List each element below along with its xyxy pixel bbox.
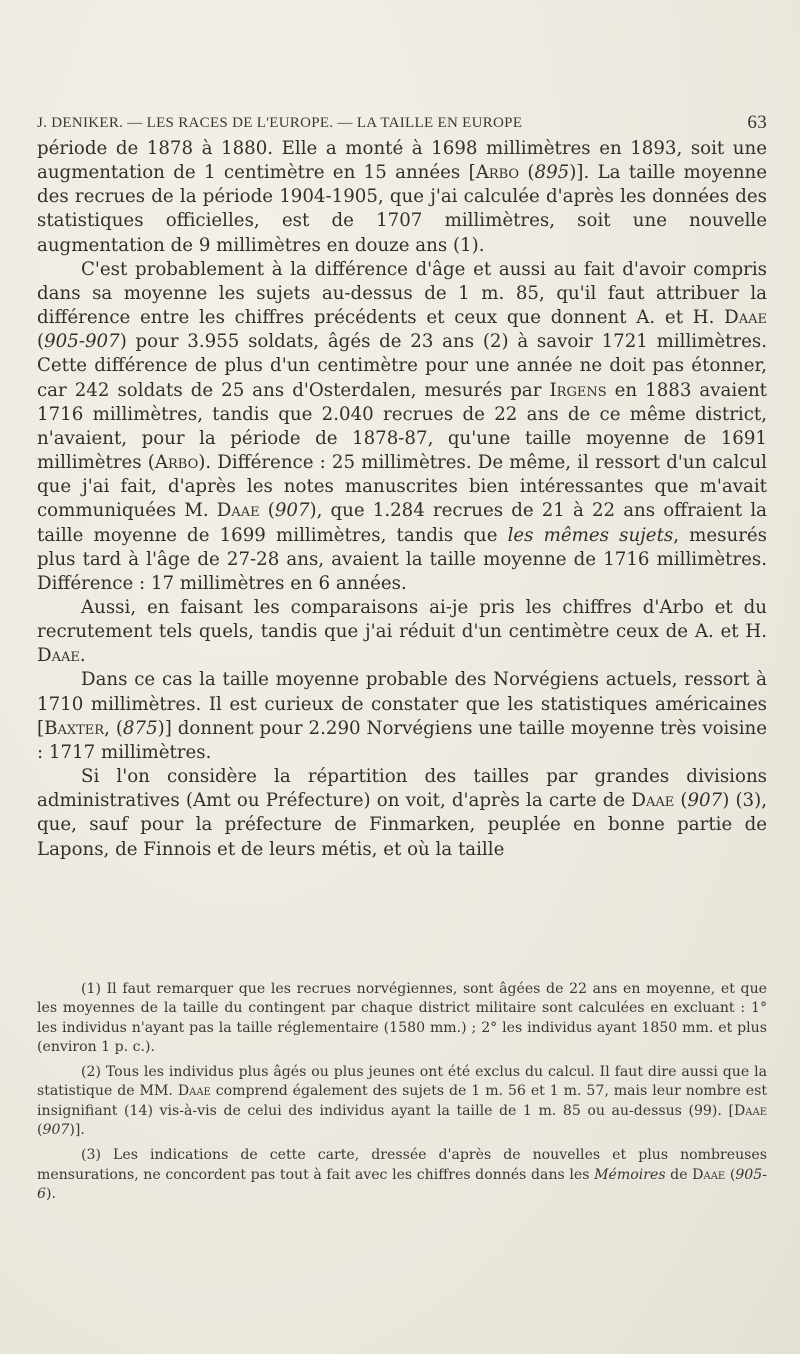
paragraph-1 bbox=[37, 137, 767, 258]
footnote-segment: (3) Les indications de cette carte, dressée d'après de nouvelles et plus nombreuses mensurations, ne concordent pas tout à fait avec les chiffres donnés dans les bbox=[37, 1147, 767, 1183]
paragraph-segment: Arbo bbox=[154, 452, 199, 474]
footnote-segment: de bbox=[665, 1166, 693, 1183]
footnote-segment: ( bbox=[37, 1122, 43, 1139]
paragraph-segment: 895 bbox=[534, 162, 570, 184]
paragraph-segment: 907 bbox=[274, 500, 310, 522]
paragraph-5 bbox=[37, 765, 767, 862]
footnotes bbox=[37, 980, 767, 1210]
paragraph-segment: , ( bbox=[104, 717, 123, 739]
paragraph-segment: , mesurés plus tard à l'âge de 27-28 ans, avaient la taille moyenne de 1716 millimètres. Différence : 17 millimètres en 6 années. bbox=[37, 524, 767, 594]
paragraph-3 bbox=[37, 596, 767, 668]
paragraph-segment: Daae bbox=[216, 500, 260, 522]
paragraph-segment: les mêmes sujets bbox=[507, 524, 674, 546]
paragraph-segment: Baxter bbox=[44, 717, 105, 739]
paragraph-segment: . bbox=[79, 645, 86, 667]
footnote-3 bbox=[37, 1146, 767, 1204]
paragraph-segment: )] donnent pour 2.290 Norvégiens une taille moyenne très voisine : 1717 millimètres. bbox=[37, 717, 767, 763]
paragraph-segment: Daae bbox=[37, 645, 80, 667]
paragraph-segment: C'est probablement à la différence d'âge et aussi au fait d'avoir compris dans sa moyenne les sujets au-dessus de 1 m. 85, qu'il faut attribuer la différence entre les chiffres précédents et ceux que donnent A. et H. bbox=[37, 258, 767, 329]
paragraph-segment: )]. La taille moyenne des recrues de la période 1904-1905, que j'ai calculée d'après les données des statistiques officielles, est de 1707 millimètres, soit une nouvelle augmentation de 9 millimètres en douze ans (1). bbox=[37, 162, 767, 256]
paragraph-segment: ), que 1.284 recrues de 21 à 22 ans offraient la taille moyenne de 1699 millimètres, tandis que bbox=[37, 500, 767, 546]
paragraph-segment: Dans ce cas la taille moyenne probable des Norvégiens actuels, ressort à 1710 millimètres. Il est curieux de constater que les statistiques américaines [ bbox=[37, 669, 767, 739]
footnote-2 bbox=[37, 1063, 767, 1140]
footnote-segment: 907 bbox=[42, 1122, 70, 1139]
footnote-segment: ( bbox=[725, 1166, 736, 1183]
main-text bbox=[37, 137, 767, 862]
footnote-segment: (1) Il faut remarquer que les recrues norvégiennes, sont âgées de 22 ans en moyenne, et que les moyennes de la taille du contingent par chaque district militaire sont calculées en excluant : 1° les individus n'ayant pas la taille réglementaire (1580 mm.) ; 2° les individus ayant 1850 mm. et plus (environ 1 p. c.). bbox=[37, 981, 767, 1055]
paragraph-segment: ). Différence : 25 millimètres. De même, il ressort d'un calcul que j'ai fait, d'après les notes manuscrites bien intéressantes que m'avait communiquées M. bbox=[37, 452, 767, 522]
footnote-segment: ). bbox=[45, 1185, 56, 1202]
footnote-segment: comprend également des sujets de 1 m. 56 et 1 m. 57, mais leur nombre est insignifiant (14) vis-à-vis de celui des individus ayant la taille de 1 m. 85 ou au-dessus (99). [ bbox=[37, 1083, 767, 1119]
paragraph-segment: 907 bbox=[687, 790, 723, 812]
paragraph-segment: Aussi, en faisant les comparaisons ai-je pris les chiffres d'Arbo et du recrutement tels quels, tandis que j'ai réduit d'un centimètre ceux de A. et H. bbox=[37, 596, 767, 643]
paragraph-segment: ( bbox=[259, 500, 275, 522]
running-title: J. DENIKER. — LES RACES DE L'EUROPE. — LA TAILLE EN EUROPE bbox=[37, 115, 523, 131]
paragraph-segment: ( bbox=[519, 162, 535, 184]
paragraph-segment: ( bbox=[674, 790, 688, 812]
paragraph-segment: ) (3), que, sauf pour la préfecture de Finmarken, peuplée en bonne partie de Lapons, de Finnois et de leurs métis, et où la taille bbox=[37, 790, 768, 860]
paragraph-4 bbox=[37, 668, 767, 765]
footnote-segment: (2) Tous les individus plus âgés ou plus jeunes ont été exclus du calcul. Il faut dire aussi que la statistique de MM. bbox=[37, 1064, 767, 1100]
footnote-1 bbox=[37, 980, 767, 1057]
paragraph-segment: Irgens bbox=[549, 379, 607, 401]
paragraph-segment: période de 1878 à 1880. Elle a monté à 1698 millimètres en 1893, soit une augmentation de 1 centimètre en 15 années [ bbox=[37, 138, 767, 184]
paragraph-segment: Daae bbox=[724, 307, 767, 329]
footnote-segment: Daae bbox=[692, 1166, 726, 1183]
paragraph-segment: Arbo bbox=[475, 162, 520, 184]
paragraph-segment: 875 bbox=[122, 717, 158, 739]
paragraph-segment: en 1883 avaient 1716 millimètres, tandis que 2.040 recrues de 22 ans de ce même district, n'avaient, pour la période de 1878-87, qu'une taille moyenne de 1691 millimètres ( bbox=[37, 379, 767, 474]
running-header bbox=[37, 112, 767, 136]
paragraph-2 bbox=[37, 258, 767, 596]
footnote-segment: Daae bbox=[733, 1102, 767, 1119]
footnote-segment: Daae bbox=[177, 1083, 211, 1100]
paragraph-segment: ( bbox=[37, 331, 45, 353]
paragraph-segment: Si l'on considère la répartition des tailles par grandes divisions administratives (Amt ou Préfecture) on voit, d'après la carte de bbox=[37, 766, 767, 812]
page-number: 63 bbox=[747, 112, 767, 133]
paragraph-segment: 905-907 bbox=[44, 331, 120, 353]
paragraph-segment: ) pour 3.955 soldats, âgés de 23 ans (2) à savoir 1721 millimètres. Cette différence de plus d'un centimètre pour une année ne doit pas étonner, car 242 soldats de 25 ans d'Osterdalen, mesurés par bbox=[37, 331, 767, 401]
paragraph-segment: Daae bbox=[631, 790, 675, 812]
footnote-segment: )]. bbox=[69, 1122, 85, 1139]
footnote-segment: 905-6 bbox=[37, 1166, 768, 1202]
footnote-segment: Mémoires bbox=[594, 1166, 666, 1183]
